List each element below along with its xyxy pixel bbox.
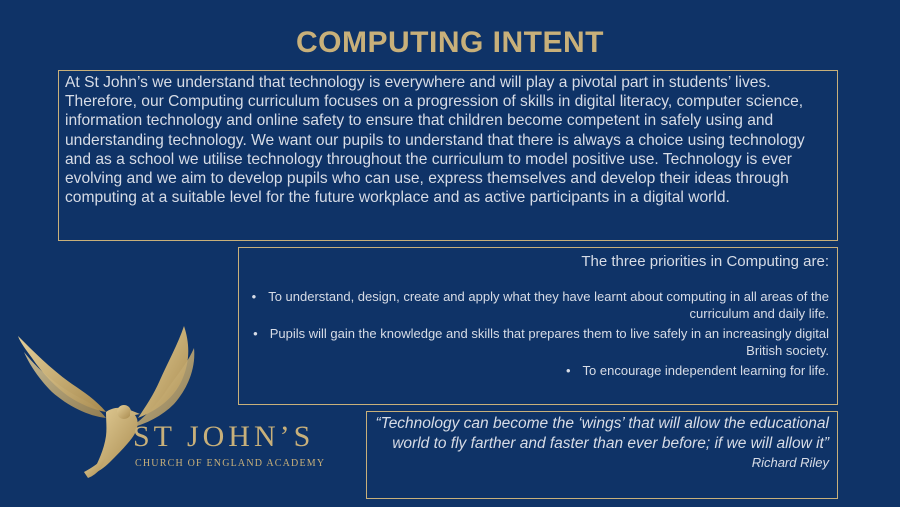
intent-text: At St John’s we understand that technology is everywhere and will play a pivotal part in students’ lives. Therefore, our Computing curriculum focuses on a progression of skills in digital literacy, computer science, information technology and online safety to ensure that children become competent in safely using and understanding technology. We want our pupils to understand that there is always a choice using technology and as a school we utilise technology throughout the curriculum to model positive use. Technology is ever evolving and we aim to develop pupils who can use, express themselves and develop their ideas through computing at a suitable level for the future workplace and as active participants in a digital world. <box>65 74 805 207</box>
quote-author: Richard Riley <box>751 455 829 470</box>
school-name: ST JOHN’S <box>133 420 315 453</box>
priority-item: • To encourage independent learning for life. <box>565 363 829 378</box>
school-subtitle: CHURCH OF ENGLAND ACADEMY <box>135 458 326 469</box>
page-title: COMPUTING INTENT <box>296 26 604 59</box>
bullet-icon: • <box>251 289 257 304</box>
quote-box <box>366 411 838 499</box>
priorities-heading: The three priorities in Computing are: <box>581 253 829 270</box>
priorities-list <box>247 288 829 379</box>
priority-item: • Pupils will gain the knowledge and skills that prepares them to live safely in an increasingly digital British society. <box>253 326 829 358</box>
bullet-icon: • <box>565 363 571 378</box>
intent-box <box>58 70 838 241</box>
quote-text: “Technology can become the ‘wings’ that will allow the educational world to fly farther and faster than ever before; if we will allow it” <box>375 415 829 452</box>
bullet-icon: • <box>253 326 258 341</box>
priority-item: • To understand, design, create and apply what they have learnt about computing in all areas of the curriculum and daily life. <box>251 289 829 321</box>
priorities-box <box>238 247 838 405</box>
